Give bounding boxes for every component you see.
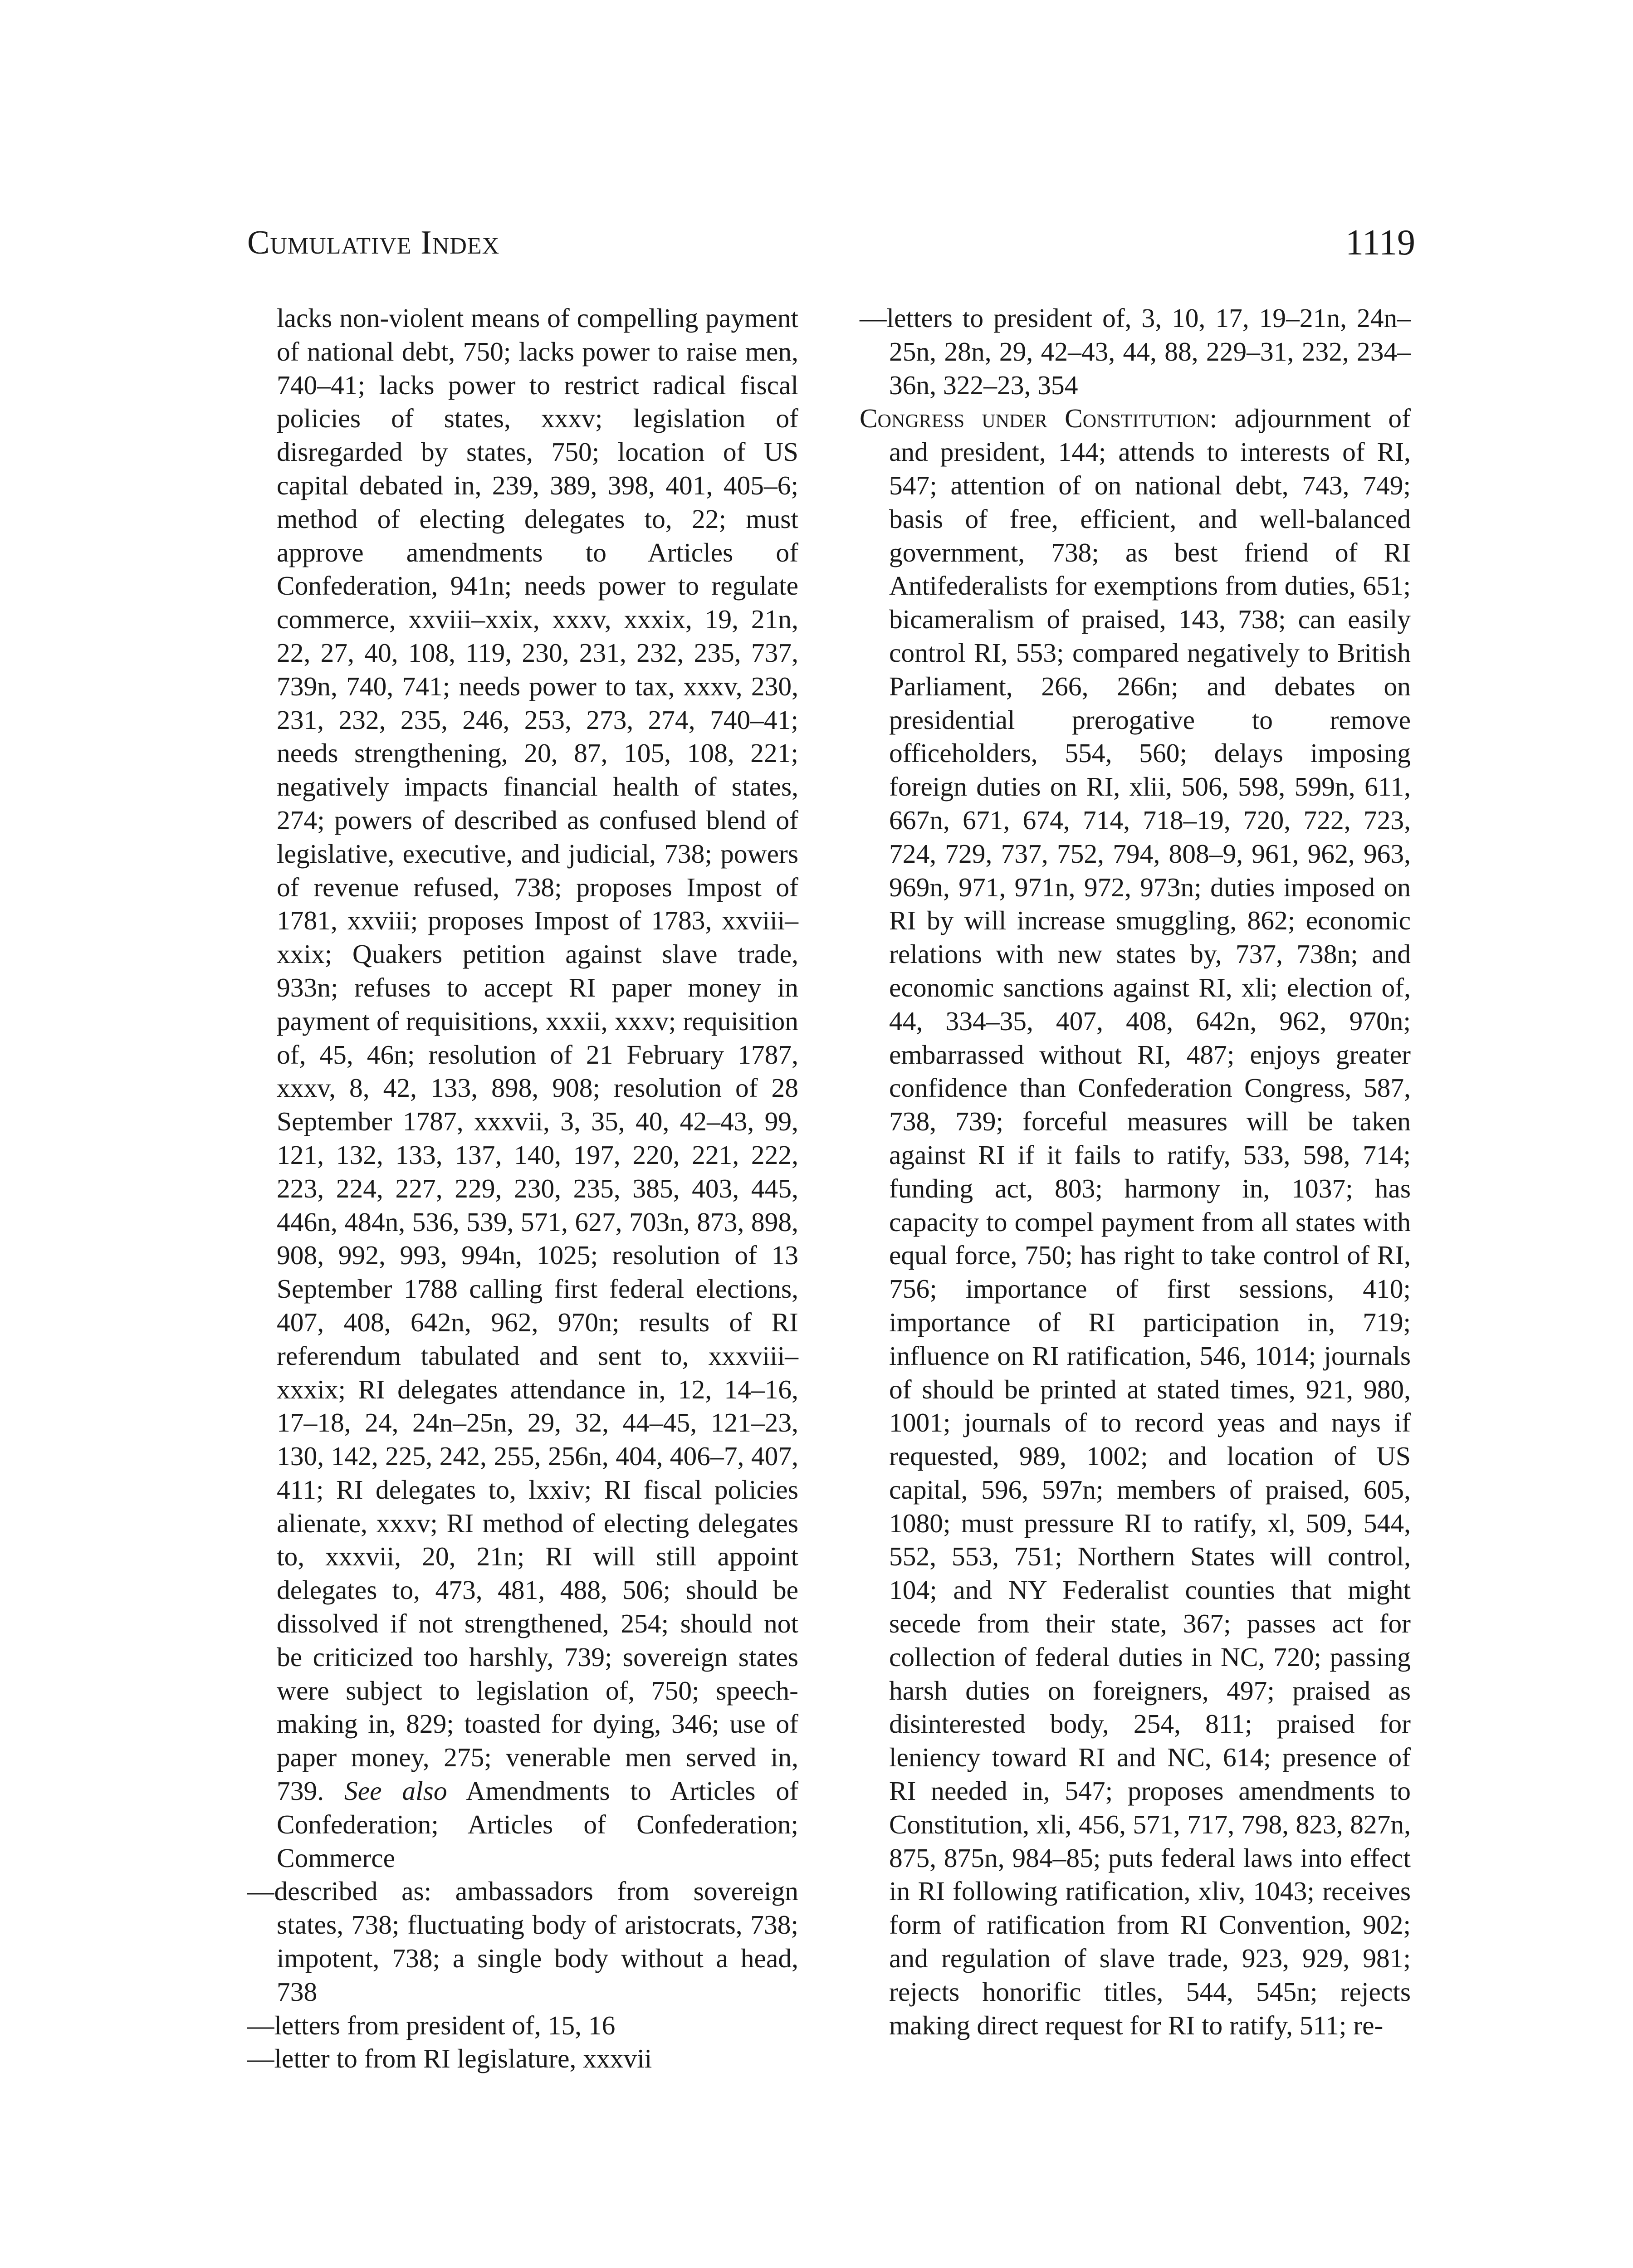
right-column	[860, 302, 1411, 2042]
subentry: —letters to president of, 3, 10, 17, 19–21n, 24n–25n, 28n, 29, 42–43, 44, 88, 229–31, 232, 234–36n, 322–23, 354	[860, 303, 1411, 400]
index-entry	[860, 402, 1411, 2042]
running-title: Cumulative Index	[247, 224, 500, 261]
subentry: —letter to from RI legislature, xxxvii	[247, 2043, 652, 2074]
entry-heading: Congress under Constitution	[860, 403, 1210, 434]
subentry: —described as: ambassadors from sovereign states, 738; fluctuating body of aristocrats, 738; impotent, 738; a single body without a head, 738	[247, 1876, 798, 2007]
subentry: —letters from president of, 15, 16	[247, 2010, 616, 2040]
page-number: 1119	[1345, 223, 1415, 263]
index-entry-continuation	[247, 302, 798, 1875]
see-also-text: Amendments to Articles of Confederation; Articles of Confederation; Commerce	[277, 1776, 799, 1873]
left-column	[247, 302, 798, 2076]
entry-text: : adjournment of and president, 144; attends to interests of RI, 547; attention of on national debt, 743, 749; basis of free, efficient, and well-balanced government, 738; as best friend of RI Antifederalists for exemptions from duties, 651; bicameralism of praised, 143, 738; can easily control RI, 553; compared negatively to British Parliament, 266, 266n; and debates on presidential prerogative to remove officeholders, 554, 560; delays imposing foreign duties on RI, xlii, 506, 598, 599n, 611, 667n, 671, 674, 714, 718–19, 720, 722, 723, 724, 729, 737, 752, 794, 808–9, 961, 962, 963, 969n, 971, 971n, 972, 973n; duties imposed on RI by will increase smuggling, 862; economic relations with new states by, 737, 738n; and economic sanctions against RI, xli; election of, 44, 334–35, 407, 408, 642n, 962, 970n; embarrassed without RI, 487; enjoys greater confidence than Confederation Congress, 587, 738, 739; forceful measures will be taken against RI if it fails to ratify, 533, 598, 714; funding act, 803; harmony in, 1037; has capacity to compel payment from all states with equal force, 750; has right to take control of RI, 756; importance of first sessions, 410; importance of RI participation in, 719; influence on RI ratification, 546, 1014; journals of should be printed at stated times, 921, 980, 1001; journals of to record yeas and nays if requested, 989, 1002; and location of US capital, 596, 597n; members of praised, 605, 1080; must pressure RI to ratify, xl, 509, 544, 552, 553, 751; Northern States will control, 104; and NY Federalist counties that might secede from their state, 367; passes act for collection of federal duties in NC, 720; passing harsh duties on foreigners, 497; praised as disinterested body, 254, 811; praised for leniency toward RI and NC, 614; presence of RI needed in, 547; proposes amendments to Constitution, xli, 456, 571, 717, 798, 823, 827n, 875, 875n, 984–85; puts federal laws into effect in RI following ratification, xliv, 1043; receives form of ratification from RI Convention, 902; and regulation of slave trade, 923, 929, 981; rejects honorific titles, 544, 545n; rejects making direct request for RI to ratify, 511; re-	[889, 403, 1411, 2040]
see-also-label: See also	[344, 1776, 447, 1806]
continuation-text: lacks non-violent means of compelling payment of national debt, 750; lacks power to raise men, 740–41; lacks power to restrict radical fiscal policies of states, xxxv; legislation of disregarded by states, 750; location of US capital debated in, 239, 389, 398, 401, 405–6; method of electing delegates to, 22; must approve amendments to Articles of Confederation, 941n; needs power to regulate commerce, xxviii–xxix, xxxv, xxxix, 19, 21n, 22, 27, 40, 108, 119, 230, 231, 232, 235, 737, 739n, 740, 741; needs power to tax, xxxv, 230, 231, 232, 235, 246, 253, 273, 274, 740–41; needs strengthening, 20, 87, 105, 108, 221; negatively impacts financial health of states, 274; powers of described as confused blend of legislative, executive, and judicial, 738; powers of revenue refused, 738; proposes Impost of 1781, xxviii; proposes Impost of 1783, xxviii–xxix; Quakers petition against slave trade, 933n; refuses to accept RI paper money in payment of requisitions, xxxii, xxxv; requisition of, 45, 46n; resolution of 21 February 1787, xxxv, 8, 42, 133, 898, 908; resolution of 28 September 1787, xxxvii, 3, 35, 40, 42–43, 99, 121, 132, 133, 137, 140, 197, 220, 221, 222, 223, 224, 227, 229, 230, 235, 385, 403, 445, 446n, 484n, 536, 539, 571, 627, 703n, 873, 898, 908, 992, 993, 994n, 1025; resolution of 13 September 1788 calling first federal elections, 407, 408, 642n, 962, 970n; results of RI referendum tabulated and sent to, xxxviii–xxxix; RI delegates attendance in, 12, 14–16, 17–18, 24, 24n–25n, 29, 32, 44–45, 121–23, 130, 142, 225, 242, 255, 256n, 404, 406–7, 407, 411; RI delegates to, lxxiv; RI fiscal policies alienate, xxxv; RI method of electing delegates to, xxxvii, 20, 21n; RI will still appoint delegates to, 473, 481, 488, 506; should be dissolved if not strengthened, 254; should not be criticized too harshly, 739; sovereign states were subject to legislation of, 750; speech-making in, 829; toasted for dying, 346; use of paper money, 275; venerable men served in, 739.	[277, 303, 798, 1806]
running-head	[247, 218, 1415, 268]
